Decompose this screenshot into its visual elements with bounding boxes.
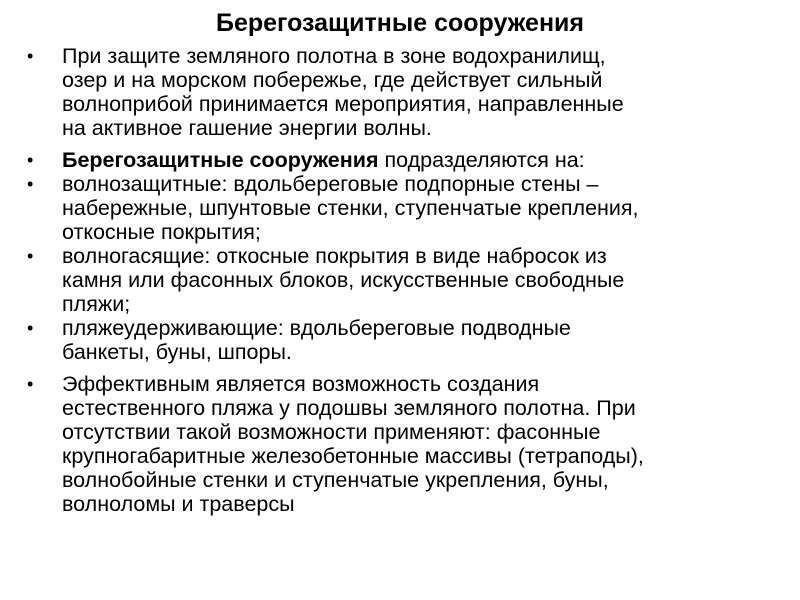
- bullet-line: Эффективным является возможность создания: [62, 372, 540, 396]
- bullet-line: крупногабаритные железобетонные массивы (тетраподы),: [62, 444, 644, 468]
- bullet-dot-icon: •: [27, 318, 34, 338]
- bullet-dot-icon: •: [27, 246, 34, 266]
- bullet-line: волнозащитные: вдольбереговые подпорные стены –: [62, 172, 599, 196]
- bullet-item-classification: [27, 148, 787, 172]
- bold-term: Берегозащитные сооружения: [62, 148, 379, 172]
- bullet-list: [27, 44, 787, 516]
- bullet-line: отсутствии такой возможности применяют: фасонные: [62, 420, 601, 444]
- bullet-dot-icon: •: [27, 46, 34, 66]
- bullet-line: пляжеудерживающие: вдольбереговые подводные: [62, 316, 571, 340]
- bullet-line: волногасящие: откосные покрытия в виде набросок из: [62, 244, 607, 268]
- bullet-item-intro: [27, 44, 787, 140]
- bullet-line: озер и на морском побережье, где действует сильный: [62, 68, 603, 92]
- bullet-dot-icon: •: [27, 174, 34, 194]
- bullet-line: естественного пляжа у подошвы земляного полотна. При: [62, 396, 636, 420]
- bullet-line: волнобойные стенки и ступенчатые укрепления, буны,: [62, 468, 609, 492]
- bullet-text: подразделяются на:: [378, 148, 585, 172]
- bullet-line: пляжи;: [62, 292, 131, 316]
- slide-title: Берегозащитные сооружения: [215, 9, 585, 37]
- bullet-line: откосные покрытия;: [62, 220, 261, 244]
- bullet-line: При защите земляного полотна в зоне водохранилищ,: [62, 44, 606, 68]
- bullet-item-wave-damping: [27, 244, 787, 316]
- bullet-line: банкеты, буны, шпоры.: [62, 340, 292, 364]
- bullet-line: [62, 148, 787, 172]
- bullet-line: на активное гашение энергии волны.: [62, 116, 432, 140]
- bullet-line: набережные, шпунтовые стенки, ступенчатые крепления,: [62, 196, 639, 220]
- bullet-item-beach-retaining: [27, 316, 787, 364]
- bullet-dot-icon: •: [27, 150, 34, 170]
- bullet-line: волноприбой принимается мероприятия, направленные: [62, 92, 624, 116]
- bullet-dot-icon: •: [27, 374, 34, 394]
- bullet-line: камня или фасонных блоков, искусственные свободные: [62, 268, 625, 292]
- bullet-item-natural-beach: [27, 372, 787, 516]
- bullet-line: волноломы и траверсы: [62, 492, 295, 516]
- bullet-item-wave-protective: [27, 172, 787, 244]
